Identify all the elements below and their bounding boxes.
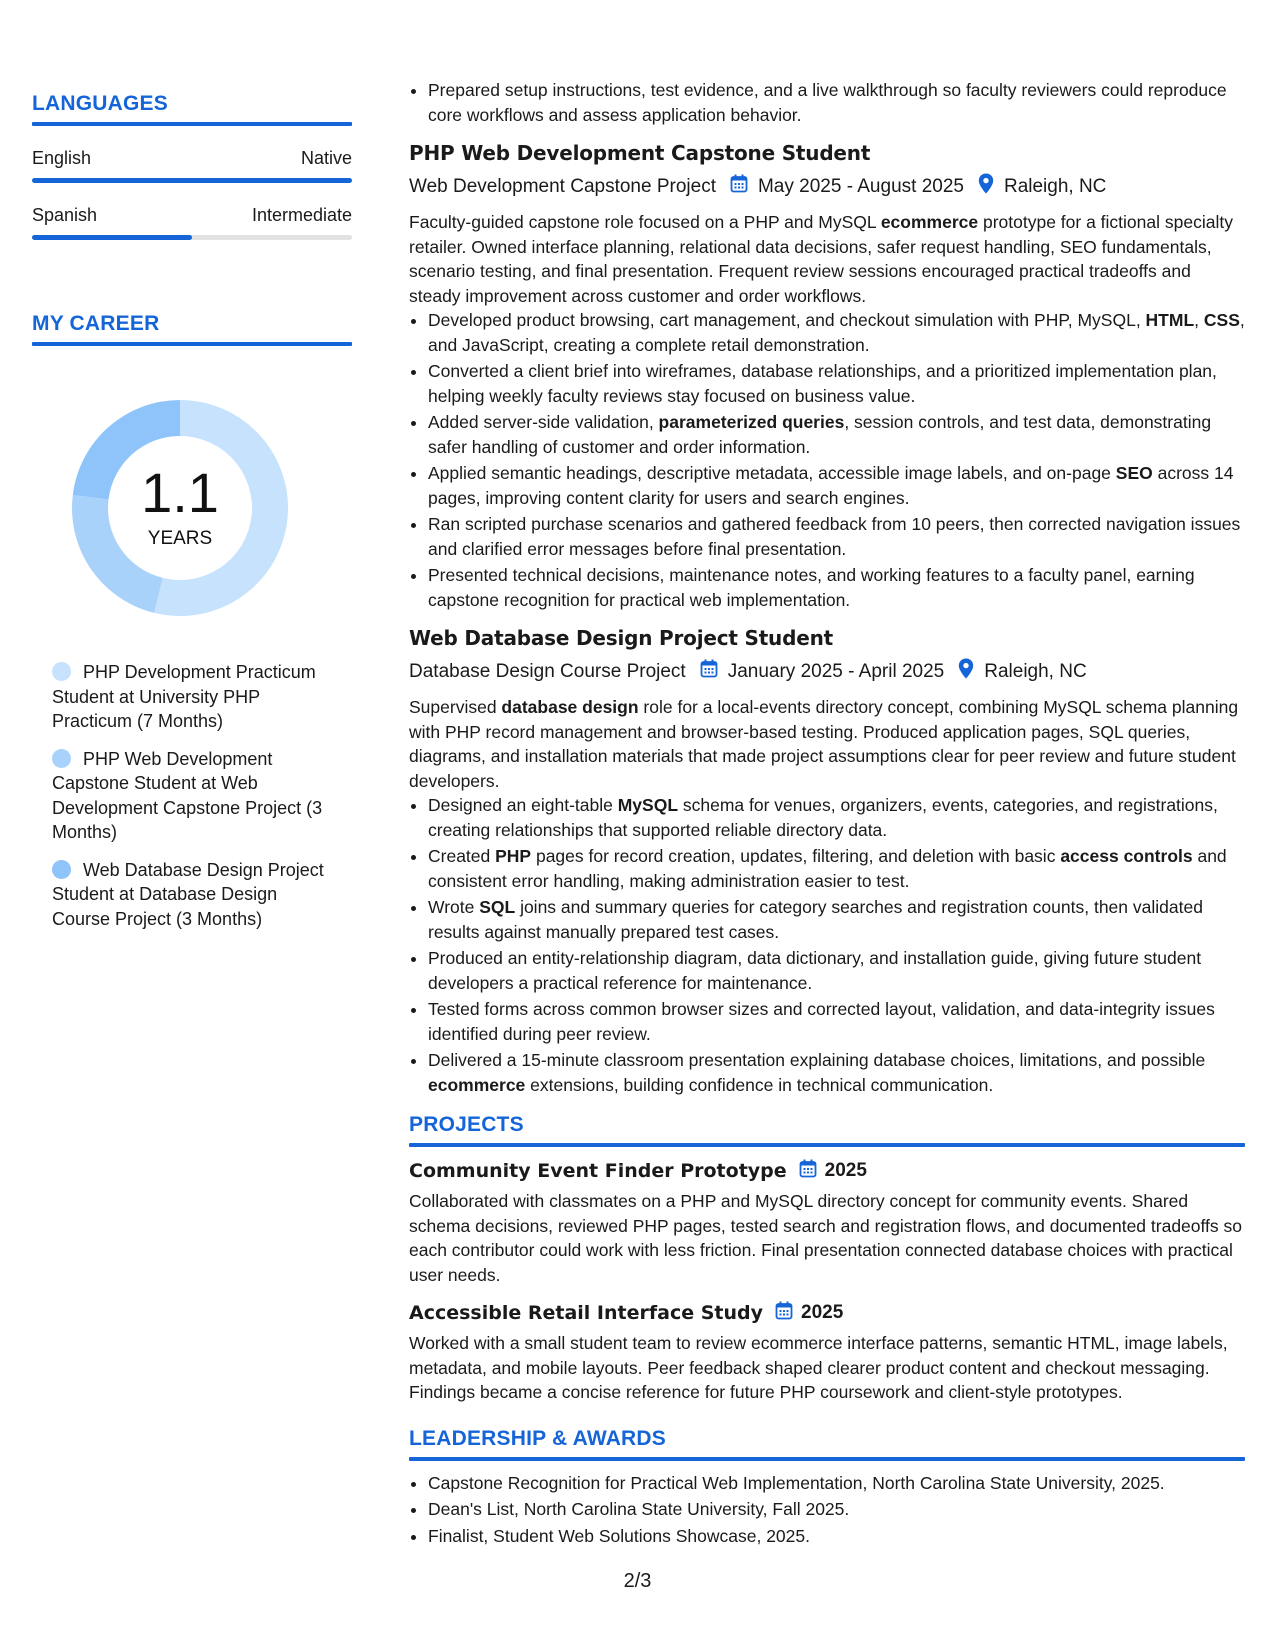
project-description: Collaborated with classmates on a PHP and MySQL directory concept for community events. Shared schema decisions, reviewed PHP pages, tested search and registration flows, and documented tradeoffs so each contributor could work with less friction. Final presentation connected database choices with practical user needs. <box>409 1191 1243 1285</box>
project-year: 2025 <box>824 1160 867 1181</box>
language-name: English <box>32 148 92 168</box>
job-title: Web Database Design Project Student <box>409 626 833 650</box>
language-name: Spanish <box>32 205 98 225</box>
language-proficiency-bar <box>32 235 352 240</box>
calendar-icon <box>775 1301 793 1325</box>
right-column <box>409 78 1245 1550</box>
awards-section <box>409 1427 1245 1549</box>
career-legend-item <box>52 660 332 734</box>
bullet-item: • Presented technical decisions, maintenance notes, and working features to a faculty panel, earning capstone recognition for practical web implementation. <box>428 563 1245 612</box>
award-item: • Dean's List, North Carolina State University, Fall 2025. <box>428 1497 1245 1522</box>
career-total-value: 1.1 <box>141 461 219 524</box>
legend-dot-icon <box>52 749 71 768</box>
project-title: Accessible Retail Interface Study <box>409 1302 763 1324</box>
page-number: 2/3 <box>623 1570 652 1592</box>
bullet-item: • Added server-side validation, parameterized queries, session controls, and test data, demonstrating safer handling of customer and order information. <box>428 410 1245 459</box>
languages-section <box>32 92 352 240</box>
career-legend <box>32 660 352 931</box>
intro-bullet-list <box>409 78 1245 127</box>
job-bullet-list <box>409 308 1245 612</box>
job-entry <box>409 141 1245 612</box>
job-meta <box>409 658 1245 685</box>
job-location: Raleigh, NC <box>1003 175 1107 197</box>
career-role-text: Web Database Design Project Student at Database Design Course Project (3 Months) <box>52 859 324 929</box>
project-entry <box>409 1159 1245 1287</box>
bullet-item: • Prepared setup instructions, test evidence, and a live walkthrough so faculty reviewers could reproduce core workflows and assess application behavior. <box>428 78 1245 127</box>
career-donut-chart <box>60 388 300 628</box>
project-title-row <box>409 1159 1245 1183</box>
languages-rule <box>32 122 352 126</box>
career-legend-item <box>52 747 332 845</box>
career-heading: MY CAREER <box>32 312 160 335</box>
awards-list <box>409 1471 1245 1549</box>
awards-rule <box>409 1457 1245 1461</box>
job-dates: May 2025 - August 2025 <box>757 175 964 197</box>
career-role-text: PHP Development Practicum Student at University PHP Practicum (7 Months) <box>52 662 316 731</box>
projects-rule <box>409 1143 1245 1147</box>
language-proficiency-fill <box>32 178 352 183</box>
career-total-unit: YEARS <box>147 528 213 549</box>
career-rule <box>32 342 352 346</box>
location-pin-icon <box>958 658 974 685</box>
bullet-item: • Produced an entity-relationship diagram, data dictionary, and installation guide, giving future student developers a practical reference for maintenance. <box>428 946 1245 995</box>
career-role-text: PHP Web Development Capstone Student at Web Development Capstone Project (3 Months) <box>52 748 323 842</box>
projects-section <box>409 1113 1245 1405</box>
job-entry <box>409 626 1245 1097</box>
career-section <box>32 312 352 931</box>
location-pin-icon <box>978 173 994 200</box>
award-item: • Finalist, Student Web Solutions Showcase, 2025. <box>428 1524 1245 1549</box>
job-organization: Web Development Capstone Project <box>409 175 716 197</box>
legend-dot-icon <box>52 860 71 879</box>
bullet-item: • Wrote SQL joins and summary queries for category searches and registration counts, then validated results against manually prepared test cases. <box>428 895 1245 944</box>
project-description: Worked with a small student team to review ecommerce interface patterns, semantic HTML, image labels, metadata, and mobile layouts. Peer feedback shaped clearer product content and checkout messaging. Findings became a concise reference for future PHP coursework and client-style prototypes. <box>409 1333 1228 1402</box>
bullet-item: • Delivered a 15-minute classroom presentation explaining database choices, limitations, and possible ecommerce extensions, building confidence in technical communication. <box>428 1048 1245 1097</box>
bullet-item: • Created PHP pages for record creation, updates, filtering, and deletion with basic access controls and consistent error handling, making administration easier to test. <box>428 844 1245 893</box>
bullet-item: • Developed product browsing, cart management, and checkout simulation with PHP, MySQL, HTML, CSS, and JavaScript, creating a complete retail demonstration. <box>428 308 1245 357</box>
language-level: Intermediate <box>251 205 352 225</box>
project-title-row <box>409 1301 1245 1325</box>
job-description: Faculty-guided capstone role focused on a PHP and MySQL ecommerce prototype for a fictional specialty retailer. Owned interface planning, relational data decisions, safer request handling, SEO fundamentals, scenario testing, and final presentation. Frequent review sessions encouraged practical tradeoffs and steady improvement across customer and order workflows. <box>409 212 1233 306</box>
awards-heading: LEADERSHIP & AWARDS <box>409 1426 666 1450</box>
language-proficiency-fill <box>32 235 192 240</box>
legend-dot-icon <box>52 662 71 681</box>
project-title: Community Event Finder Prototype <box>409 1160 787 1182</box>
languages-heading: LANGUAGES <box>32 92 168 115</box>
bullet-item: • Applied semantic headings, descriptive metadata, accessible image labels, and on-page SEO across 14 pages, improving content clarity for users and search engines. <box>428 461 1245 510</box>
language-level: Native <box>300 148 352 168</box>
experience-list <box>409 141 1245 1097</box>
language-proficiency-bar <box>32 178 352 183</box>
job-title: PHP Web Development Capstone Student <box>409 141 871 165</box>
job-bullet-list <box>409 793 1245 1097</box>
language-item <box>32 205 352 240</box>
bullet-item: • Designed an eight-table MySQL schema for venues, organizers, events, categories, and registrations, creating relationships that supported reliable directory data. <box>428 793 1245 842</box>
projects-heading: PROJECTS <box>409 1113 524 1136</box>
bullet-item: • Converted a client brief into wireframes, database relationships, and a prioritized implementation plan, helping weekly faculty reviews stay focused on business value. <box>428 359 1245 408</box>
award-item: • Capstone Recognition for Practical Web Implementation, North Carolina State University, 2025. <box>428 1471 1245 1496</box>
job-dates: January 2025 - April 2025 <box>727 660 945 682</box>
language-item <box>32 148 352 183</box>
project-entry <box>409 1301 1245 1405</box>
project-year: 2025 <box>801 1302 844 1323</box>
bullet-item: • Ran scripted purchase scenarios and gathered feedback from 10 peers, then corrected navigation issues and clarified error messages before final presentation. <box>428 512 1245 561</box>
calendar-icon <box>700 659 718 684</box>
calendar-icon <box>730 174 748 199</box>
left-column <box>32 92 352 944</box>
job-organization: Database Design Course Project <box>409 660 686 682</box>
bullet-item: • Tested forms across common browser sizes and corrected layout, validation, and data-integrity issues identified during peer review. <box>428 997 1245 1046</box>
job-location: Raleigh, NC <box>984 660 1087 682</box>
projects-list <box>409 1159 1245 1405</box>
job-meta <box>409 173 1245 200</box>
job-description: Supervised database design role for a local-events directory concept, combining MySQL schema planning with PHP record management and browser-based testing. Produced application pages, SQL queries, diagrams, and installation materials that made project assumptions clear for peer review and future student developers. <box>409 697 1239 791</box>
career-legend-item <box>52 858 332 932</box>
calendar-icon <box>799 1159 817 1183</box>
